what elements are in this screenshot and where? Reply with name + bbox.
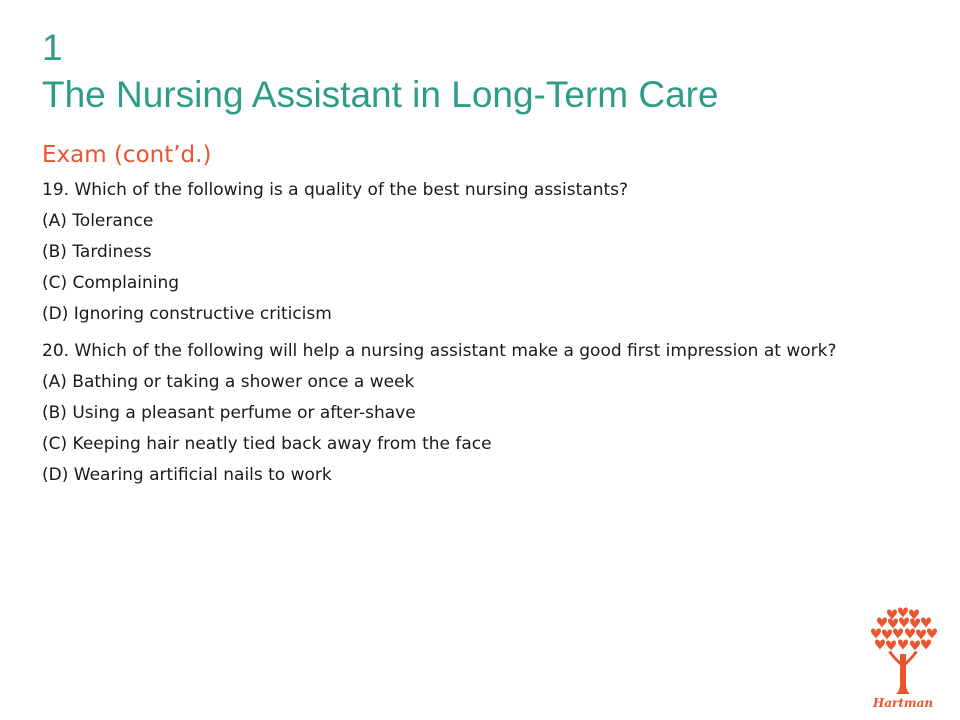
answer-option-a: (A) Tolerance [42,211,154,231]
chapter-number: 1 [42,27,63,68]
questions-list [42,180,842,502]
section-title: Exam (cont’d.) [42,142,212,168]
hartman-logo [866,606,940,714]
question-text: 20. Which of the following will help a nursing assistant make a good first impression at work? [42,341,837,361]
logo-text: Hartman [872,696,934,710]
chapter-title: The Nursing Assistant in Long-Term Care [42,74,719,115]
answer-option-d: (D) Wearing artificial nails to work [42,465,332,485]
answer-option-b: (B) Using a pleasant perfume or after-shave [42,403,416,423]
answer-option-b: (B) Tardiness [42,242,152,262]
question-19 [42,180,842,325]
answer-option-a: (A) Bathing or taking a shower once a week [42,372,415,392]
answer-option-c: (C) Complaining [42,273,180,293]
answer-option-c: (C) Keeping hair neatly tied back away from the face [42,434,492,454]
answer-option-d: (D) Ignoring constructive criticism [42,304,332,324]
question-text: 19. Which of the following is a quality of the best nursing assistants? [42,180,629,200]
question-20 [42,341,842,486]
